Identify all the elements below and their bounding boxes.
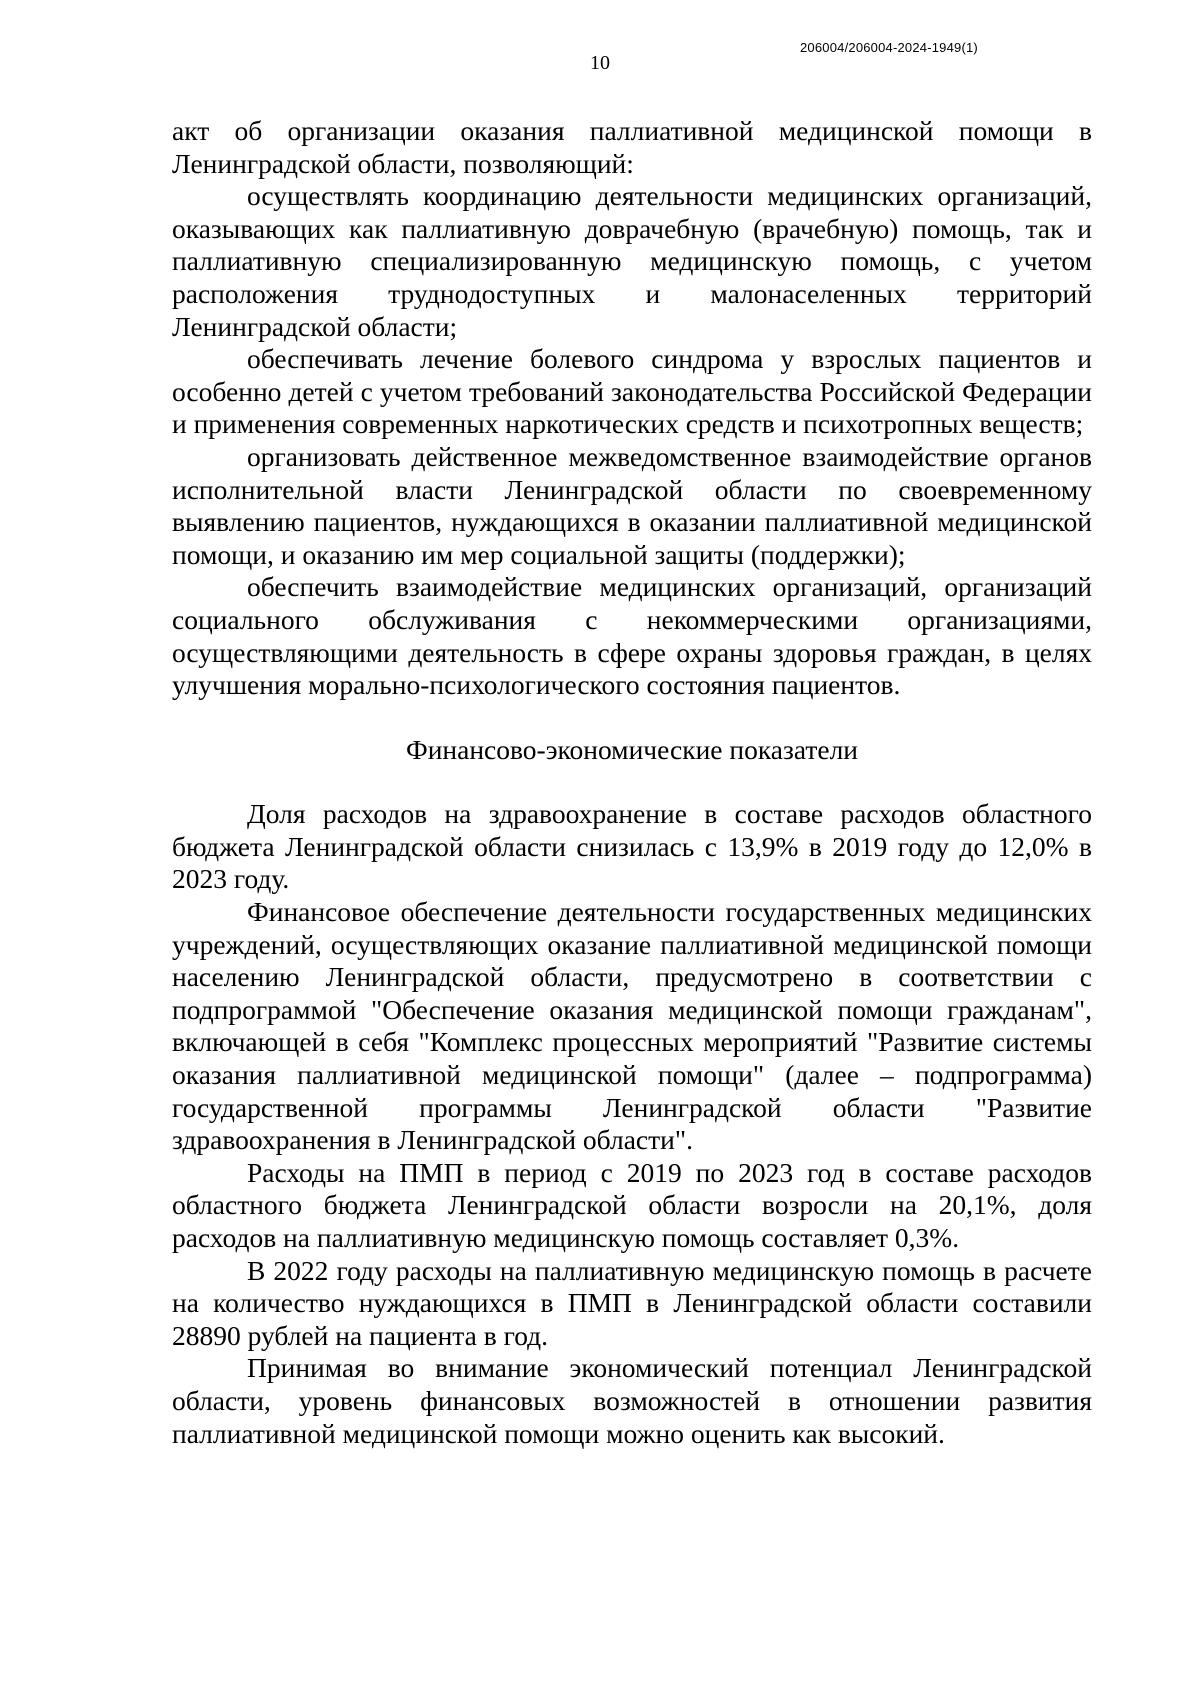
paragraph: Финансовое обеспечение деятельности государственных медицинских учреждений, осуществляющих оказание паллиативной медицинской помощи населению Ленинградской области, предусмотрено в соответствии с подпрограммой "Обеспечение оказания медицинской помощи гражданам", включающей в себя "Комплекс процессных мероприятий "Развитие системы оказания паллиативной медицинской помощи" (далее – подпрограмма) государственной программы Ленинградской области "Развитие здравоохранения в Ленинградской области". xyxy=(172,896,1092,1156)
paragraph: акт об организации оказания паллиативной медицинской помощи в Ленинградской области, позволяющий: xyxy=(172,115,1092,179)
paragraph: осуществлять координацию деятельности медицинских организаций, оказывающих как паллиативную доврачебную (врачебную) помощь, так и паллиативную специализированную медицинскую помощь, с учетом расположения труднодоступных и малонаселенных территорий Ленинградской области; xyxy=(172,180,1092,342)
paragraph: Принимая во внимание экономический потенциал Ленинградской области, уровень финансовых возможностей в отношении развития паллиативной медицинской помощи можно оценить как высокий. xyxy=(172,1352,1092,1449)
paragraph: Расходы на ПМП в период с 2019 по 2023 год в составе расходов областного бюджета Ленинградской области возросли на 20,1%, доля расходов на паллиативную медицинскую помощь составляет 0,3%. xyxy=(172,1156,1092,1253)
section-title: Финансово-экономические показатели xyxy=(405,733,859,765)
paragraph: Доля расходов на здравоохранение в составе расходов областного бюджета Ленинградской области снизилась с 13,9% в 2019 году до 12,0% в 2023 году. xyxy=(172,798,1092,895)
paragraph: обеспечивать лечение болевого синдрома у взрослых пациентов и особенно детей с учетом требований законодательства Российской Федерации и применения современных наркотических средств и психотропных веществ; xyxy=(172,343,1092,440)
document-id: 206004/206004-2024-1949(1) xyxy=(800,40,978,55)
document-body xyxy=(172,115,1092,1450)
paragraph: обеспечить взаимодействие медицинских организаций, организаций социального обслуживания с некоммерческими организациями, осуществляющими деятельность в сфере охраны здоровья граждан, в целях улучшения морально-психологического состояния пациентов. xyxy=(172,571,1092,701)
paragraph: В 2022 году расходы на паллиативную медицинскую помощь в расчете на количество нуждающихся в ПМП в Ленинградской области составили 28890 рублей на пациента в год. xyxy=(172,1254,1092,1351)
page-number: 10 xyxy=(590,52,610,74)
paragraph: организовать действенное межведомственное взаимодействие органов исполнительной власти Ленинградской области по своевременному выявлению пациентов, нуждающихся в оказании паллиативной медицинской помощи, и оказанию им мер социальной защиты (поддержки); xyxy=(172,440,1092,570)
